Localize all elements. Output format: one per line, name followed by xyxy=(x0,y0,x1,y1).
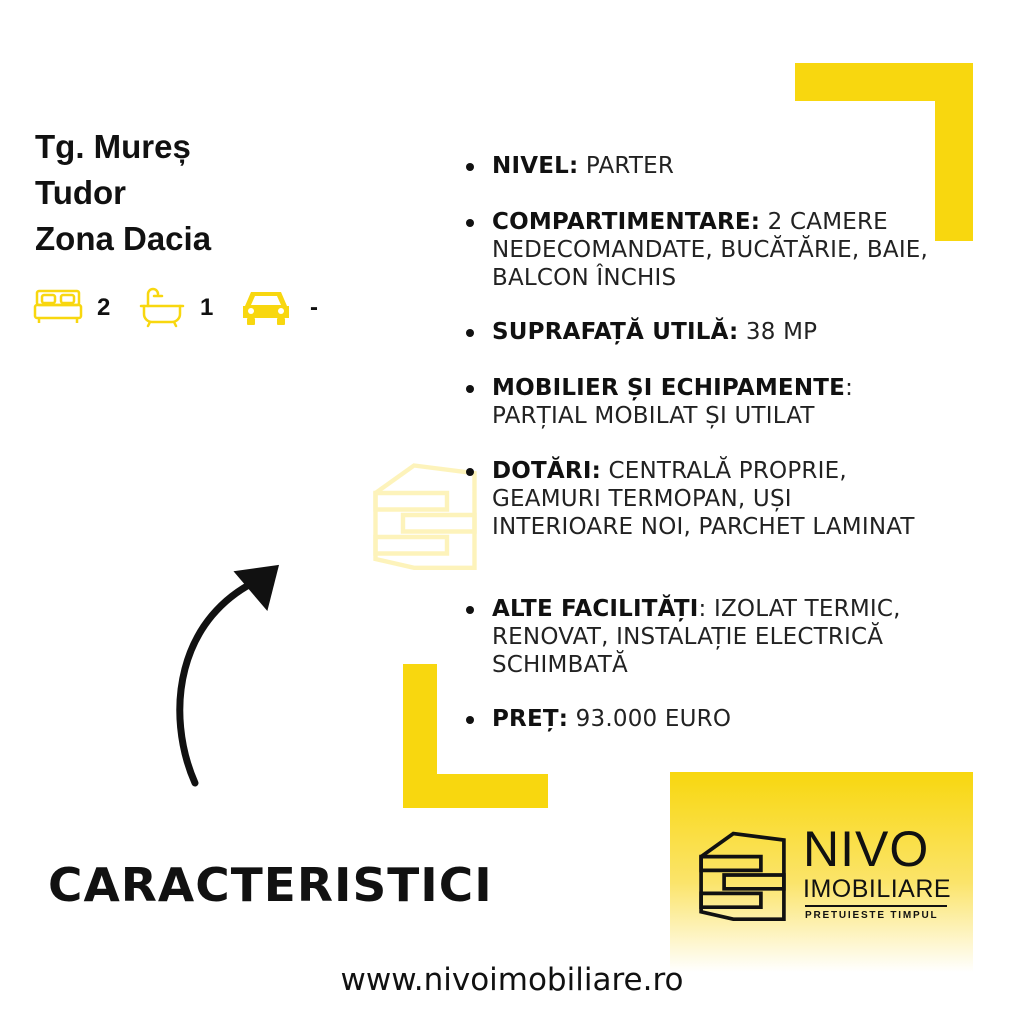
bullet xyxy=(466,716,474,724)
logo-tagline: PRETUIESTE TIMPUL xyxy=(805,910,939,921)
corner-bracket-bottom-left xyxy=(403,774,548,808)
page-title: CARACTERISTICI xyxy=(48,858,493,912)
bed-icon xyxy=(33,286,83,330)
car-icon xyxy=(241,286,291,332)
brand-logo xyxy=(670,772,973,972)
bullet xyxy=(466,163,474,171)
bathroom-count: 1 xyxy=(200,294,214,321)
bullet xyxy=(466,468,474,476)
website-link[interactable]: www.nivoimobiliare.ro xyxy=(340,962,684,998)
property-stats xyxy=(33,286,333,330)
bedroom-count: 2 xyxy=(97,294,111,321)
location-heading xyxy=(35,124,211,262)
nivo-logo-icon xyxy=(695,829,790,921)
logo-name: NIVO xyxy=(803,821,930,877)
logo-subtitle: IMOBILIARE xyxy=(803,875,952,903)
bullet xyxy=(466,329,474,337)
corner-bracket-top-right-vertical xyxy=(935,63,973,241)
parking-count: - xyxy=(310,294,318,321)
location-city: Tg. Mureș xyxy=(35,128,191,165)
bullet xyxy=(466,606,474,614)
bullet xyxy=(466,219,474,227)
curved-arrow-icon xyxy=(165,555,295,795)
bullet xyxy=(466,385,474,393)
location-zone: Zona Dacia xyxy=(35,220,212,257)
bathtub-icon xyxy=(138,286,186,332)
watermark-logo xyxy=(370,460,480,570)
location-area: Tudor xyxy=(35,174,127,211)
logo-divider xyxy=(805,905,947,907)
